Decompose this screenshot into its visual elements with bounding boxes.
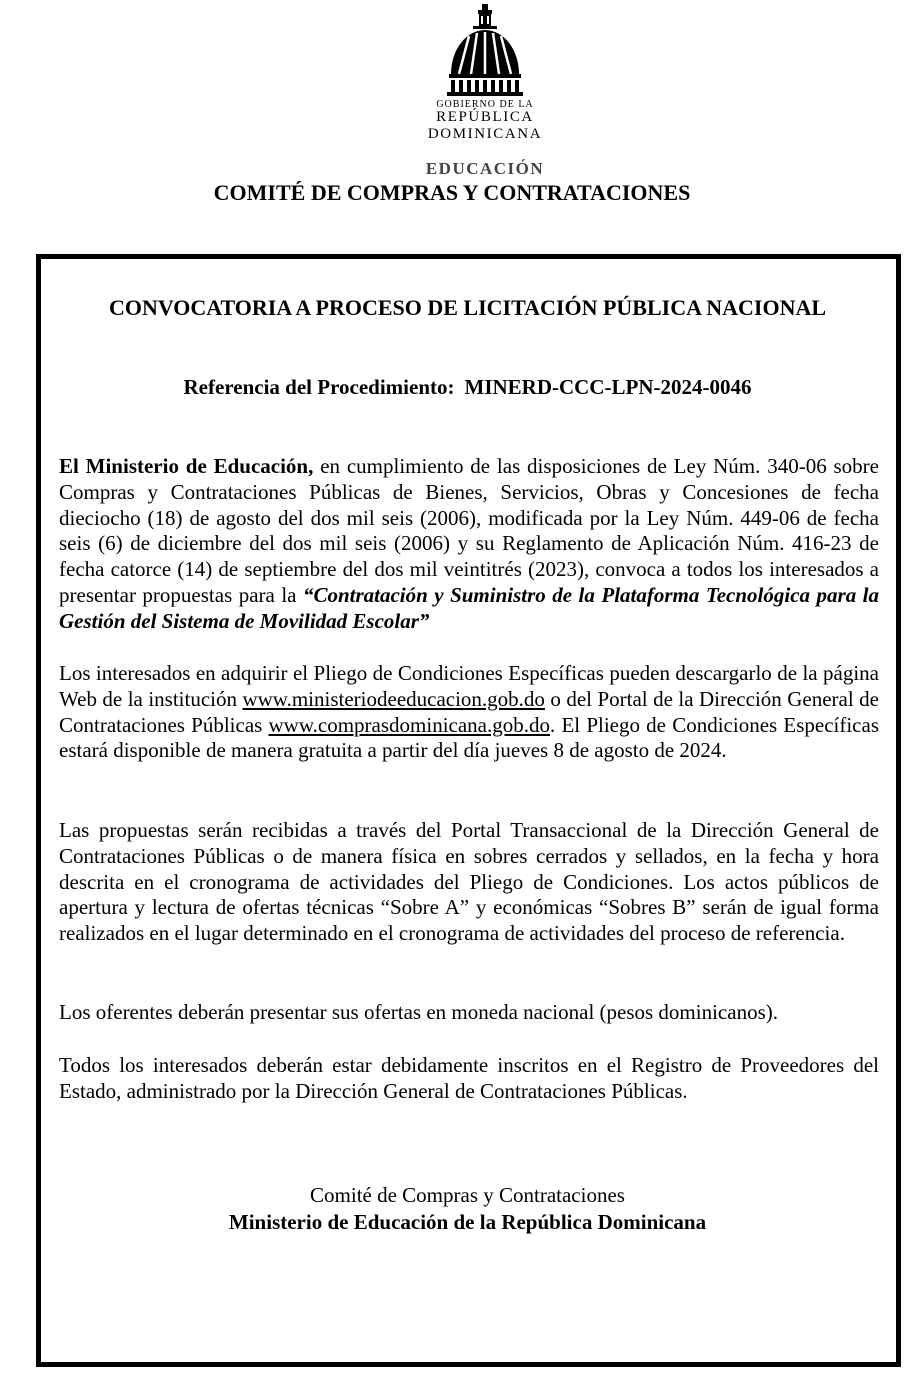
paragraph-propuestas: Las propuestas serán recibidas a través del Portal Transaccional de la Dirección General de Contrataciones Públicas o de manera física en sobres cerrados y sellados, en la fecha y hora descrita en el cronograma de actividades del Pliego de Condiciones. Los actos públicos de apertura y lectura de ofertas técnicas “Sobre A” y económicas “Sobres B” serán de igual forma realizados en el lugar determinado en el cronograma de actividades del proceso de referencia. [59, 818, 879, 946]
reference-label: Referencia del Procedimiento: [183, 375, 455, 399]
ministry-name: El Ministerio de Educación, [59, 454, 314, 478]
paragraph-pliego-text-b: o del Portal de la Dirección General de Contrataciones Públicas [59, 686, 879, 737]
government-logo [390, 4, 580, 178]
paragraph-moneda: Los oferentes deberán presentar sus ofertas en moneda nacional (pesos dominicanos). [59, 1000, 778, 1024]
signature-committee: Comité de Compras y Contrataciones [310, 1183, 625, 1207]
procurement-object: “Contratación y Suministro de la Plataforma Tecnológica para la Gestión del Sistema de Movilidad Escolar” [59, 582, 879, 633]
notice-title: CONVOCATORIA A PROCESO DE LICITACIÓN PÚBLICA NACIONAL [108, 295, 827, 320]
logo-line-republica: REPÚBLICA DOMINICANA [427, 109, 543, 142]
compras-website-link[interactable]: www.comprasdominicana.gob.do [268, 712, 551, 737]
ministry-website-link[interactable]: www.ministeriodeeducacion.gob.do [242, 686, 545, 711]
reference-code: MINERD-CCC-LPN-2024-0046 [464, 375, 752, 399]
paragraph-pliego-text-a: Los interesados en adquirir el Pliego de Condiciones Específicas pueden descargarlo de la página Web de la institución [59, 661, 879, 711]
paragraph-pliego [59, 661, 879, 764]
paragraph-convocatoria-text: en cumplimiento de las disposiciones de Ley Núm. 340-06 sobre Compras y Contrataciones Públicas de Bienes, Servicios, Obras y Concesiones de fecha dieciocho (18) de agosto del dos mil seis (2006), modificada por la Ley Núm. 449-06 de fecha seis (6) de diciembre del dos mil seis (2006) y su Reglamento de Aplicación Núm. 416-23 de fecha catorce (14) de septiembre del dos mil veintitrés (2023), convoca a todos los interesados a presentar propuestas para la [59, 454, 879, 607]
logo-line-gobierno: GOBIERNO DE LA [436, 99, 534, 110]
logo-line-educacion: EDUCACIÓN [425, 159, 545, 178]
paragraph-registro: Todos los interesados deberán estar debidamente inscritos en el Registro de Proveedores del Estado, administrado por la Dirección General de Contrataciones Públicas. [59, 1053, 879, 1103]
reference-line [40, 375, 895, 400]
capitol-dome-icon [435, 4, 535, 99]
paragraph-pliego-text-c: . El Pliego de Condiciones Específicas estará disponible de manera gratuita a partir del día jueves 8 de agosto de 2024. [59, 712, 879, 763]
committee-title: COMITÉ DE COMPRAS Y CONTRATACIONES [213, 180, 691, 205]
signature-ministry: Ministerio de Educación de la República Dominicana [228, 1210, 707, 1234]
paragraph-convocatoria [59, 454, 879, 635]
